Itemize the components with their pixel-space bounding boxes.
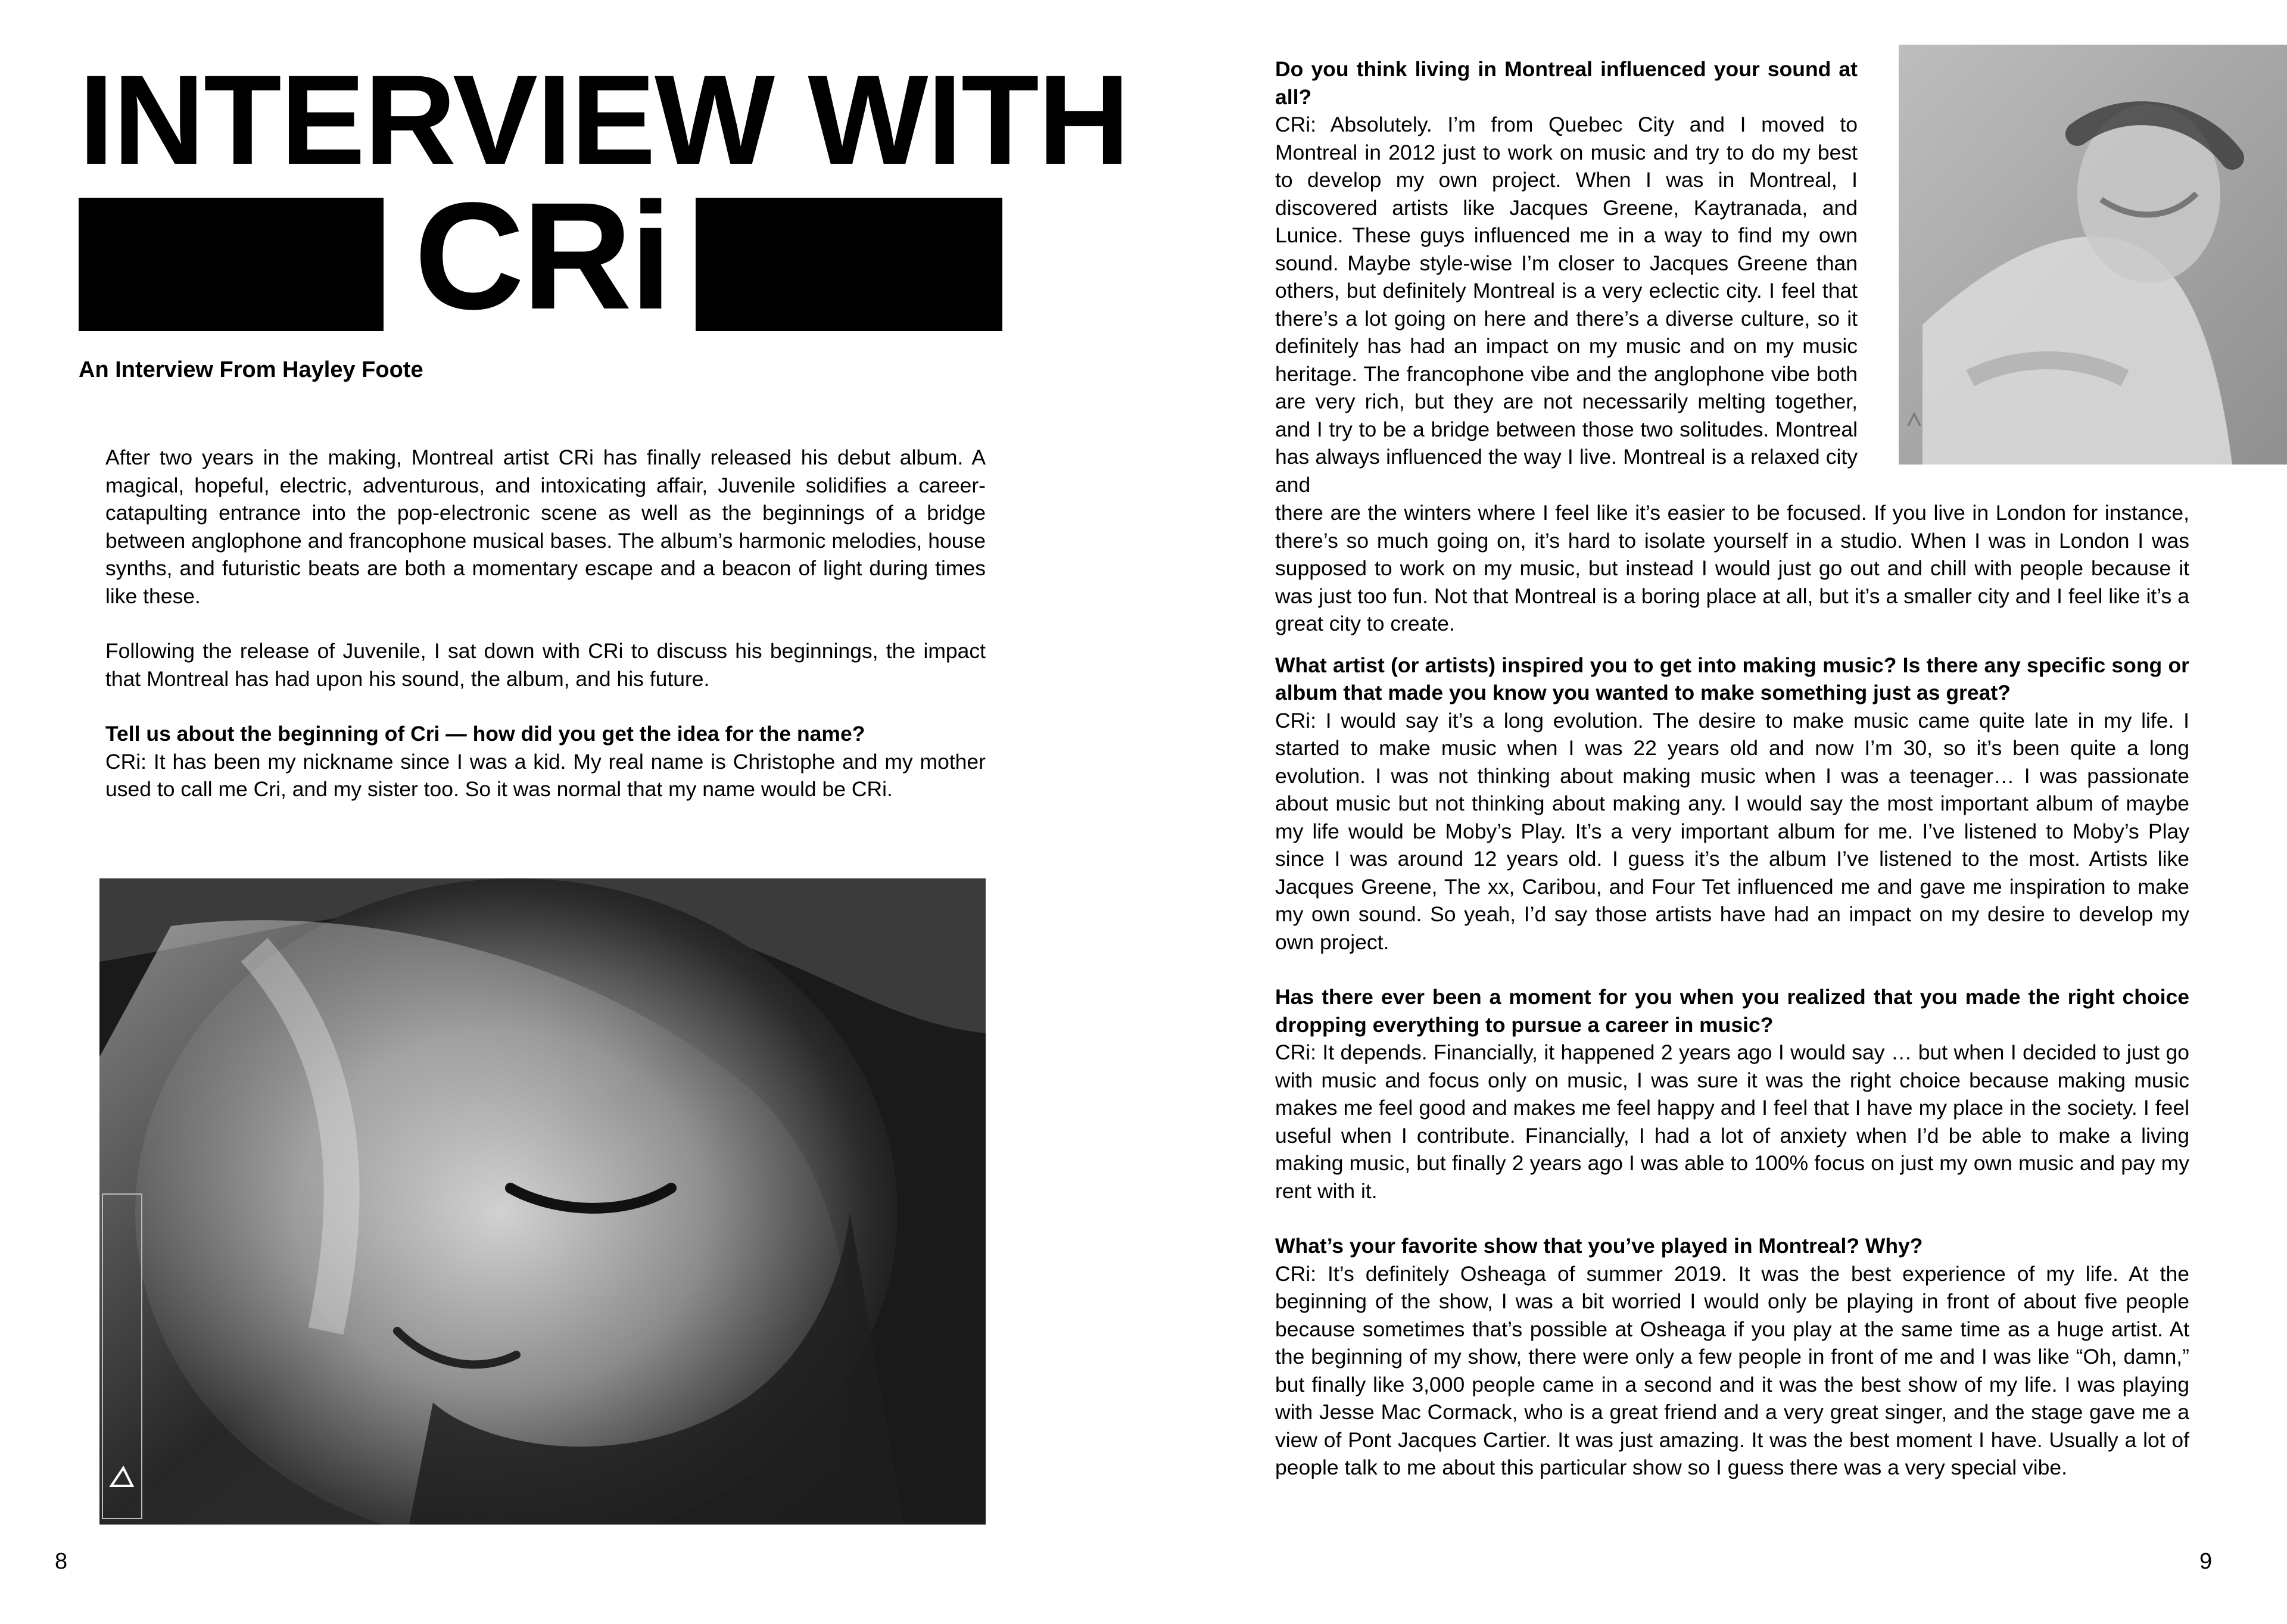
question-2: Do you think living in Montreal influenced your sound at all? [1275, 57, 1858, 109]
question-1: Tell us about the beginning of Cri — how did you get the idea for the name? [105, 722, 865, 746]
left-column [105, 444, 986, 831]
intro-paragraph-1: After two years in the making, Montreal artist CRi has finally released his debut album. A magical, hopeful, electric, adventurous, and intoxicating affair, Juvenile solidifies a career-catapulting entrance into the pop-electronic scene as well as the beginnings of a bridge between anglophone and francophone musical bases. The album’s harmonic melodies, house synths, and futuristic beats are both a momentary escape and a beacon of light during times like these. [105, 445, 986, 608]
qa-block-inspiration [1275, 652, 2189, 956]
motion-blur-portrait-image [1899, 45, 2287, 465]
answer-3: CRi: I would say it’s a long evolution. The desire to make music came quite late in my life. I started to make music when I was 22 years old and now I’m 30, so it’s been quite a long evolution. I was not thinking about making music when I was a teenager… I was passionate about music but not thinking about making any. I would say the most important album of maybe my life would be Moby’s Play. It’s a very important album for me. I’ve listened to Moby’s Play since I was around 12 years old. I guess it’s the album I’ve listened to the most. Artists like Jacques Greene, The xx, Caribou, and Four Tet influenced me and gave me inspiration to make my own sound. So yeah, I’d say those artists have had an impact on my desire to develop my own project. [1275, 708, 2189, 954]
question-4: Has there ever been a moment for you when you realized that you made the right choice dropping everything to pursue a career in music? [1275, 985, 2189, 1037]
answer-4: CRi: It depends. Financially, it happened 2 years ago I would say … but when I decided to just go with music and focus only on music, I was sure it was the right choice because making music makes me feel good and makes me feel happy and I feel that I have my place in the society. I feel useful when I contribute. Financially, I had a lot of anxiety when I’d be able to make a living making music, but finally 2 years ago I was able to 100% focus on just my own music and pay my rent with it. [1275, 1040, 2189, 1203]
qa-block-montreal [1275, 55, 1858, 498]
headline-line2: CRi [414, 171, 670, 341]
page-number-left: 8 [55, 1549, 68, 1574]
headline-line1: INTERVIEW WITH [79, 49, 1129, 191]
question-3: What artist (or artists) inspired you to get into making music? Is there any specific song or album that made you know you wanted to make something just as great? [1275, 653, 2189, 705]
byline: An Interview From Hayley Foote [79, 357, 423, 382]
intro-paragraph-2: Following the release of Juvenile, I sat down with CRi to discuss his beginnings, the impact that Montreal has had upon his sound, the album, and his future. [105, 639, 986, 691]
right-column-main [1275, 499, 2189, 1495]
answer-1: CRi: It has been my nickname since I was a kid. My real name is Christophe and my mother used to call me Cri, and my sister too. So it was normal that my name would be CRi. [105, 749, 986, 801]
portrait-photo-left [99, 878, 986, 1525]
right-column-top [1275, 55, 1858, 498]
answer-2: CRi: Absolutely. I’m from Quebec City and I moved to Montreal in 2012 just to work on music and try to do my best to develop my own project. When I was in Montreal, I discovered artists like Jacques Greene, Kaytranada, and Lunice. These guys influenced me in a way to find my own sound. Maybe style-wise I’m closer to Jacques Greene than others, but definitely Montreal is a very eclectic city. I feel that there’s a lot going on here and there’s a diverse culture, so it definitely has had an impact on my music and on my music heritage. The francophone vibe and the anglophone vibe both are very rich, but they are not necessarily melting together, and I try to be a bridge between those two solitudes. Montreal has always influenced the way I live. Montreal is a relaxed city and [1275, 113, 1858, 497]
qa-block-name [105, 720, 986, 803]
question-5: What’s your favorite show that you’ve played in Montreal? Why? [1275, 1234, 1923, 1258]
portrait-face-image [99, 878, 986, 1525]
qa-block-show [1275, 1232, 2189, 1482]
answer-5: CRi: It’s definitely Osheaga of summer 2019. It was the best experience of my life. At the beginning of the show, I was a bit worried I would only be playing in front of about five people because sometimes that’s possible at Osheaga if you play at the same time as a huge artist. At the beginning of my show, there were only a few people in front of me and I was like “Oh, damn,” but finally like 3,000 people came in a second and it was the best show of my life. I was playing with Jesse Mac Cormack, who is a great friend and a very great singer, and the stage gave me a view of Pont Jacques Cartier. It was just amazing. It was the best moment I have. Usually a lot of people talk to me about this particular show so I guess there was a very special vibe. [1275, 1261, 2189, 1479]
black-bar-left [79, 198, 384, 331]
portrait-photo-right [1899, 45, 2287, 465]
qa-block-career [1275, 983, 2189, 1205]
page-number-right: 9 [2199, 1549, 2213, 1574]
black-bar-right [696, 198, 1002, 331]
answer-2-continued: there are the winters where I feel like it’s easier to be focused. If you live in London for instance, there’s so much going on, it’s hard to isolate yourself in a studio. When I was in London I was supposed to work on my music, but instead I would just go out and chill with people because it was just too fun. Not that Montreal is a boring place at all, but it’s a smaller city and I feel like it’s a great city to create. [1275, 501, 2189, 635]
